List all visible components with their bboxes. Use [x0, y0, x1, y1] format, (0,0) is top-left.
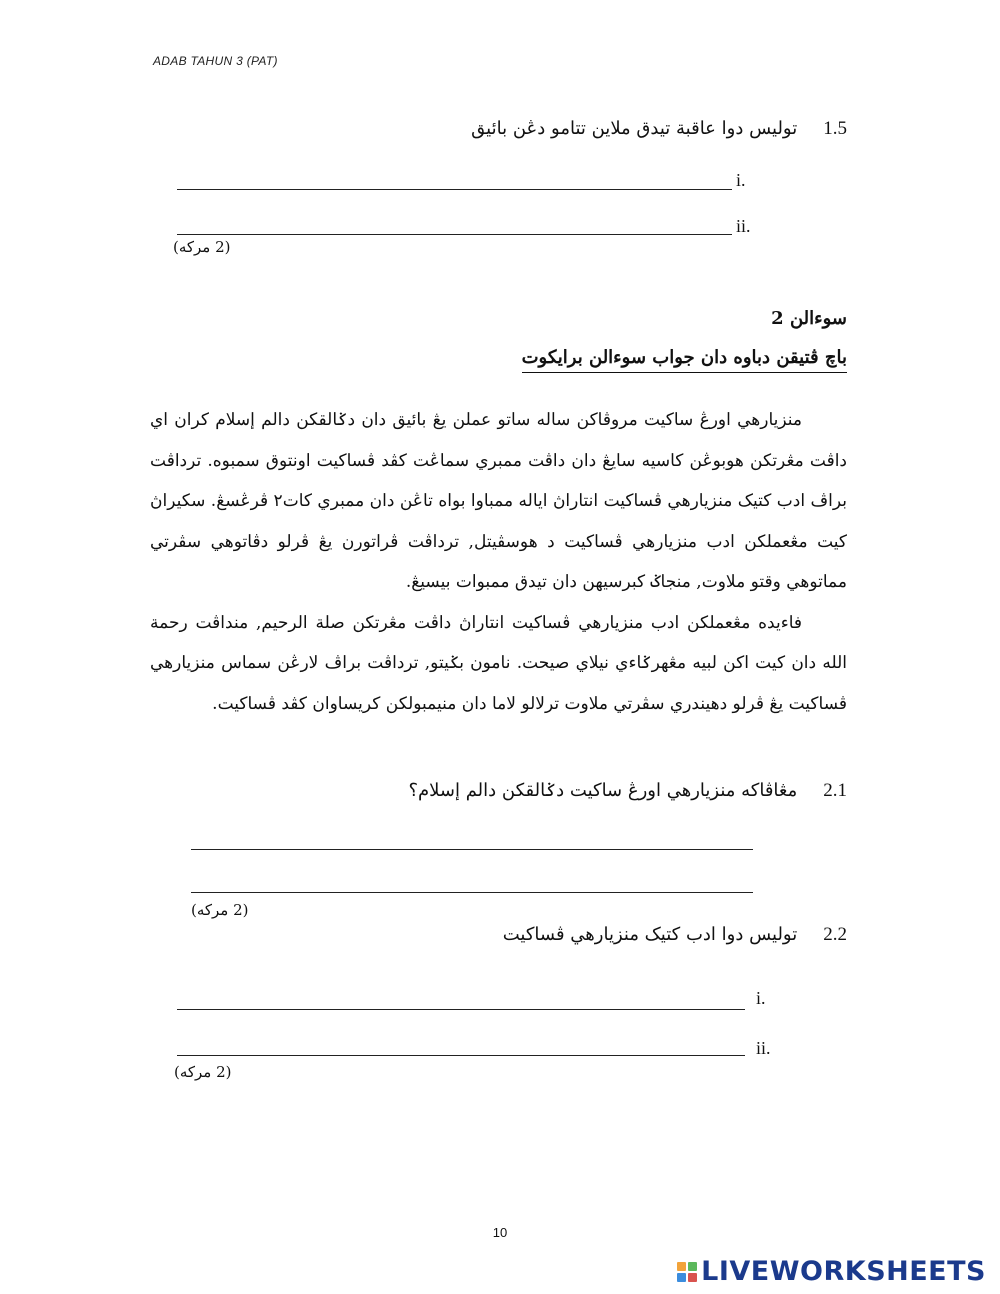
item-label: i.: [736, 170, 746, 190]
answer-line-2-2-i[interactable]: [177, 1008, 745, 1010]
item-label: ii.: [756, 1038, 771, 1058]
answer-line-2-2-ii[interactable]: [177, 1054, 745, 1056]
marks-label: (2 مركه): [174, 1063, 232, 1081]
item-label: ii.: [736, 216, 751, 236]
logo-square-icon: [688, 1273, 697, 1282]
passage: [150, 400, 847, 724]
marks-label: (2 مركه): [173, 238, 231, 256]
logo-text: LIVEWORKSHEETS: [701, 1256, 986, 1287]
question-2-1: [408, 780, 847, 802]
question-text: توليس دوا عاقبة تيدق ملاين تتامو دڠن بائيق: [471, 118, 798, 139]
question-text: مڠاڤاكه منزيارهي اورڠ ساكيت دݢالقكن دالم إسلام؟: [408, 780, 798, 801]
marks-label: (2 مركه): [191, 901, 249, 919]
liveworksheets-logo: [677, 1256, 986, 1287]
question-number: 1.5: [823, 118, 847, 139]
page-number: 10: [492, 1225, 508, 1240]
answer-line-2-1-a[interactable]: [191, 848, 753, 850]
answer-line-1-5-ii[interactable]: [177, 233, 732, 235]
question-1-5: [471, 118, 847, 140]
logo-square-icon: [677, 1273, 686, 1282]
question-number: 2.2: [823, 924, 847, 945]
passage-paragraph: منزيارهي اورڠ ساكيت مروڤاكن ساله ساتو عملن يڠ بائيق دان دݢالقكن دالم إسلام كران اي داڤت مڠرتكن هوبوڠن كاسيه سايڠ دان داڤت ممبري سماڠت كڤد ڤساكيت اونتوق سمبوه. ترداڤت براڤ ادب كتيک منزيارهي ڤساكيت انتاراڽ اياله ممباوا بواه تاڠن دان ممبري كات٢ ڤرڠسڠ. سكيراڽ كيت مڠعملكن ادب منزيارهي ڤساكيت د هوسڤيتل, ترداڤت ڤراتورن يڠ ڤرلو دڤاتوهي سڤرتي مماتوهي وقتو ملاوت, منجاݢ كبرسيهن دان تيدق ممبوات بيسيڠ.: [150, 410, 847, 592]
section-instruction: باچ ڤتيقن دباوه دان جواب سوءالن برايكوت: [522, 347, 847, 368]
question-text: توليس دوا ادب كتيک منزيارهي ڤساكيت: [502, 924, 798, 945]
question-number: 2.1: [823, 780, 847, 801]
item-label: i.: [756, 988, 766, 1008]
section-heading: سوءالن 2: [771, 308, 847, 329]
document-header: ADAB TAHUN 3 (PAT): [153, 54, 278, 68]
question-2-2: [503, 924, 847, 946]
logo-square-icon: [688, 1262, 697, 1271]
answer-line-1-5-i[interactable]: [177, 188, 732, 190]
logo-icon: [677, 1262, 697, 1282]
logo-square-icon: [677, 1262, 686, 1271]
passage-paragraph: فاءيده مڠعملكن ادب منزيارهي ڤساكيت انتاراڽ داڤت مڠرتكن صلة الرحيم, منداڤت رحمة الله دان كيت اكن لبيه مڠهرݢاءي نيلاي صيحت. نامون بݢيتو, ترداڤت براڤ لارڠن سماس منزيارهي ڤساكيت يڠ ڤرلو دهيندري سڤرتي ملاوت ترلالو لاما دان منيمبولكن كريساوان كڤد ڤساكيت.: [150, 612, 847, 714]
answer-line-2-1-b[interactable]: [191, 891, 753, 893]
